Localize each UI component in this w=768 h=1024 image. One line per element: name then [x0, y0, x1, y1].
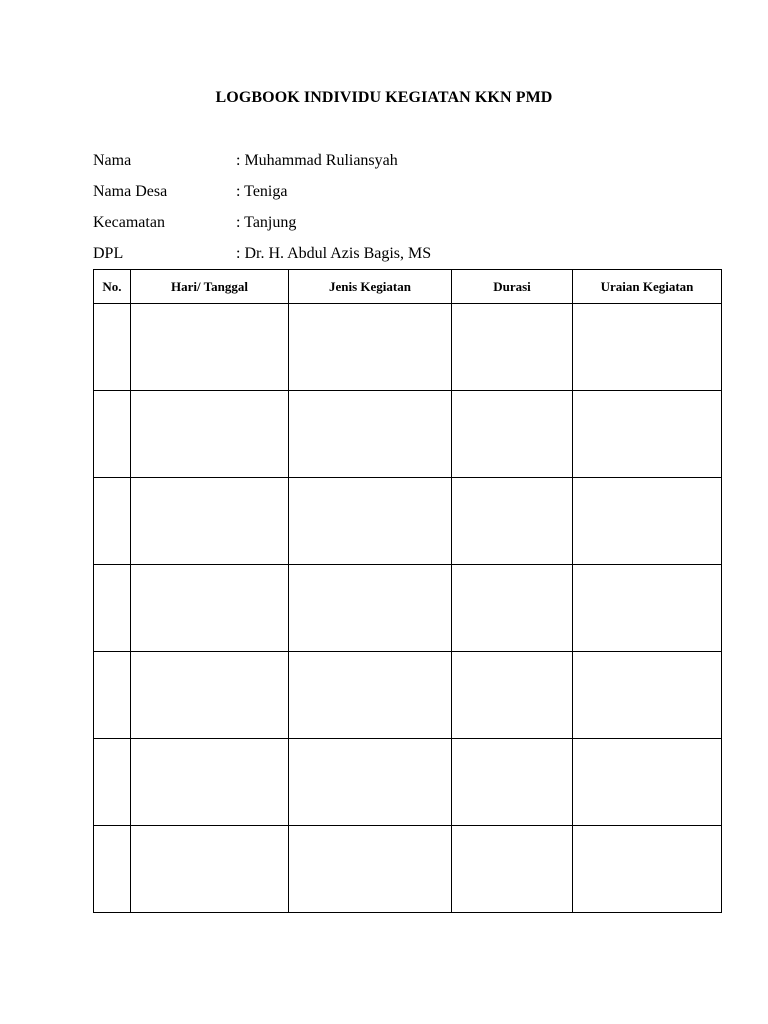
table-cell [289, 304, 452, 391]
table-cell [573, 826, 722, 913]
table-cell [131, 652, 289, 739]
info-value: : Dr. H. Abdul Azis Bagis, MS [236, 244, 432, 262]
table-row [94, 739, 722, 826]
logbook-table [93, 269, 722, 913]
table-cell [289, 652, 452, 739]
table-cell [573, 739, 722, 826]
info-row-dpl [93, 238, 693, 269]
info-value: : Muhammad Ruliansyah [236, 151, 398, 169]
column-header-jenis-kegiatan: Jenis Kegiatan [289, 270, 452, 304]
table-cell [289, 565, 452, 652]
table-cell [131, 826, 289, 913]
info-value: : Teniga [236, 182, 288, 200]
table-cell [452, 391, 573, 478]
table-cell [289, 739, 452, 826]
info-value: : Tanjung [236, 213, 297, 231]
table-body [94, 304, 722, 913]
table-cell [573, 652, 722, 739]
table-cell [452, 739, 573, 826]
column-header-durasi: Durasi [452, 270, 573, 304]
table-cell [573, 391, 722, 478]
table-cell [573, 304, 722, 391]
table-row [94, 652, 722, 739]
table-cell [94, 826, 131, 913]
table-cell [452, 304, 573, 391]
table-cell [131, 565, 289, 652]
table-row [94, 826, 722, 913]
table-cell [452, 652, 573, 739]
table-cell [452, 478, 573, 565]
info-label: Kecamatan [93, 213, 165, 231]
table-cell [94, 565, 131, 652]
table-cell [289, 391, 452, 478]
info-row-nama-desa [93, 176, 693, 207]
column-header-no: No. [94, 270, 131, 304]
table-row [94, 565, 722, 652]
info-row-kecamatan [93, 207, 693, 238]
table-cell [452, 565, 573, 652]
table-row [94, 304, 722, 391]
table-cell [131, 304, 289, 391]
table-row [94, 478, 722, 565]
info-row-nama [93, 145, 693, 176]
info-block [93, 145, 693, 269]
info-label: DPL [93, 244, 124, 262]
table-header-row [94, 270, 722, 304]
table-cell [131, 739, 289, 826]
table-cell [94, 652, 131, 739]
info-label: Nama [93, 151, 132, 169]
table-cell [131, 391, 289, 478]
table-cell [94, 478, 131, 565]
table-cell [289, 478, 452, 565]
table-cell [452, 826, 573, 913]
table-cell [94, 304, 131, 391]
table-cell [573, 478, 722, 565]
table-cell [573, 565, 722, 652]
table-cell [94, 739, 131, 826]
info-label: Nama Desa [93, 182, 168, 200]
table-cell [289, 826, 452, 913]
table-cell [131, 478, 289, 565]
table-cell [94, 391, 131, 478]
table-row [94, 391, 722, 478]
column-header-hari-tanggal: Hari/ Tanggal [131, 270, 289, 304]
column-header-uraian-kegiatan: Uraian Kegiatan [573, 270, 722, 304]
document-title: LOGBOOK INDIVIDU KEGIATAN KKN PMD [215, 89, 553, 106]
